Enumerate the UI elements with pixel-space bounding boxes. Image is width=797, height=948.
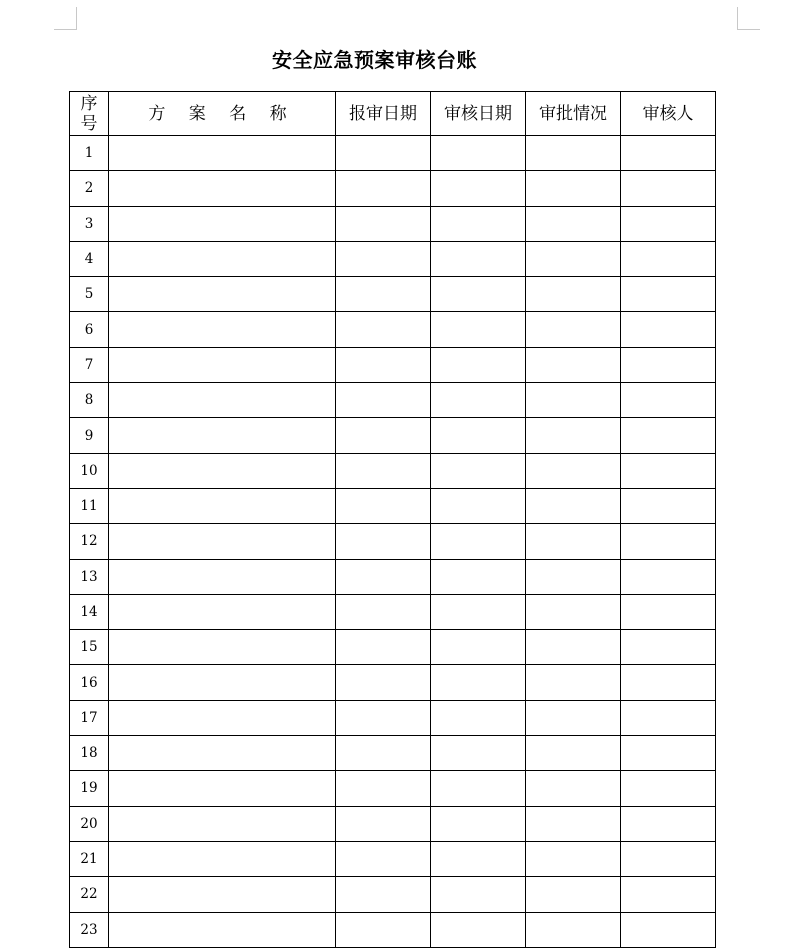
review-date-cell[interactable] (431, 206, 526, 241)
row-number-cell: 19 (70, 771, 109, 806)
review-date-cell[interactable] (431, 277, 526, 312)
row-number-cell: 8 (70, 383, 109, 418)
reviewer-cell[interactable] (621, 559, 716, 594)
header-submit-date: 报审日期 (336, 92, 431, 136)
approval-status-cell[interactable] (526, 559, 621, 594)
plan-name-cell[interactable] (109, 877, 336, 912)
plan-name-cell[interactable] (109, 771, 336, 806)
plan-name-cell[interactable] (109, 171, 336, 206)
table-row (70, 277, 716, 312)
review-date-cell[interactable] (431, 347, 526, 382)
reviewer-cell[interactable] (621, 736, 716, 771)
review-date-cell[interactable] (431, 136, 526, 171)
reviewer-cell[interactable] (621, 524, 716, 559)
review-date-cell[interactable] (431, 524, 526, 559)
table-row (70, 241, 716, 276)
plan-name-cell[interactable] (109, 277, 336, 312)
table-row (70, 700, 716, 735)
reviewer-cell[interactable] (621, 241, 716, 276)
table-row (70, 383, 716, 418)
submit-date-cell[interactable] (336, 806, 431, 841)
reviewer-cell[interactable] (621, 453, 716, 488)
plan-name-cell[interactable] (109, 665, 336, 700)
row-number-cell: 22 (70, 877, 109, 912)
row-number-cell: 6 (70, 312, 109, 347)
approval-status-cell[interactable] (526, 806, 621, 841)
review-date-cell[interactable] (431, 806, 526, 841)
reviewer-cell[interactable] (621, 488, 716, 523)
row-number-cell: 5 (70, 277, 109, 312)
submit-date-cell[interactable] (336, 771, 431, 806)
approval-status-cell[interactable] (526, 524, 621, 559)
plan-name-cell[interactable] (109, 524, 336, 559)
approval-status-cell[interactable] (526, 418, 621, 453)
submit-date-cell[interactable] (336, 877, 431, 912)
table-row (70, 418, 716, 453)
reviewer-cell[interactable] (621, 594, 716, 629)
approval-status-cell[interactable] (526, 877, 621, 912)
approval-status-cell[interactable] (526, 488, 621, 523)
row-number-cell: 21 (70, 841, 109, 876)
plan-name-cell[interactable] (109, 347, 336, 382)
row-number-cell: 9 (70, 418, 109, 453)
approval-status-cell[interactable] (526, 665, 621, 700)
row-number-cell: 2 (70, 171, 109, 206)
header-reviewer: 审核人 (621, 92, 716, 136)
submit-date-cell[interactable] (336, 488, 431, 523)
page-corner-mark-top-left (54, 7, 77, 30)
header-approval-status: 审批情况 (526, 92, 621, 136)
submit-date-cell[interactable] (336, 665, 431, 700)
submit-date-cell[interactable] (336, 841, 431, 876)
reviewer-cell[interactable] (621, 877, 716, 912)
row-number-cell: 18 (70, 736, 109, 771)
reviewer-cell[interactable] (621, 347, 716, 382)
approval-status-cell[interactable] (526, 277, 621, 312)
approval-status-cell[interactable] (526, 453, 621, 488)
page-corner-mark-top-right (737, 7, 760, 30)
reviewer-cell[interactable] (621, 312, 716, 347)
submit-date-cell[interactable] (336, 312, 431, 347)
header-seq-label: 序号 (80, 93, 98, 134)
submit-date-cell[interactable] (336, 347, 431, 382)
submit-date-cell[interactable] (336, 630, 431, 665)
table-row (70, 665, 716, 700)
review-date-cell[interactable] (431, 453, 526, 488)
review-date-cell[interactable] (431, 700, 526, 735)
approval-status-cell[interactable] (526, 312, 621, 347)
review-date-cell[interactable] (431, 171, 526, 206)
reviewer-cell[interactable] (621, 136, 716, 171)
review-date-cell[interactable] (431, 383, 526, 418)
approval-status-cell[interactable] (526, 771, 621, 806)
review-date-cell[interactable] (431, 630, 526, 665)
ledger-table (69, 91, 716, 948)
row-number-cell: 15 (70, 630, 109, 665)
reviewer-cell[interactable] (621, 418, 716, 453)
reviewer-cell[interactable] (621, 171, 716, 206)
row-number-cell: 10 (70, 453, 109, 488)
ledger-body (70, 136, 716, 948)
review-date-cell[interactable] (431, 736, 526, 771)
approval-status-cell[interactable] (526, 630, 621, 665)
table-row (70, 347, 716, 382)
table-row (70, 312, 716, 347)
row-number-cell: 7 (70, 347, 109, 382)
approval-status-cell[interactable] (526, 347, 621, 382)
plan-name-cell[interactable] (109, 312, 336, 347)
approval-status-cell[interactable] (526, 136, 621, 171)
review-date-cell[interactable] (431, 241, 526, 276)
plan-name-cell[interactable] (109, 241, 336, 276)
review-date-cell[interactable] (431, 312, 526, 347)
reviewer-cell[interactable] (621, 700, 716, 735)
reviewer-cell[interactable] (621, 806, 716, 841)
approval-status-cell[interactable] (526, 171, 621, 206)
reviewer-cell[interactable] (621, 912, 716, 947)
submit-date-cell[interactable] (336, 453, 431, 488)
table-row (70, 524, 716, 559)
approval-status-cell[interactable] (526, 241, 621, 276)
review-date-cell[interactable] (431, 877, 526, 912)
review-date-cell[interactable] (431, 488, 526, 523)
plan-name-cell[interactable] (109, 206, 336, 241)
plan-name-cell[interactable] (109, 806, 336, 841)
header-review-date: 审核日期 (431, 92, 526, 136)
table-row (70, 171, 716, 206)
submit-date-cell[interactable] (336, 524, 431, 559)
approval-status-cell[interactable] (526, 700, 621, 735)
review-date-cell[interactable] (431, 418, 526, 453)
table-row (70, 736, 716, 771)
plan-name-cell[interactable] (109, 418, 336, 453)
table-row (70, 559, 716, 594)
header-name (109, 92, 336, 136)
submit-date-cell[interactable] (336, 383, 431, 418)
reviewer-cell[interactable] (621, 206, 716, 241)
plan-name-cell[interactable] (109, 559, 336, 594)
review-date-cell[interactable] (431, 594, 526, 629)
row-number-cell: 13 (70, 559, 109, 594)
table-row (70, 806, 716, 841)
document-title: 安全应急预案审核台账 (272, 48, 477, 72)
table-row (70, 594, 716, 629)
row-number-cell: 20 (70, 806, 109, 841)
plan-name-cell[interactable] (109, 841, 336, 876)
table-row (70, 912, 716, 947)
review-date-cell[interactable] (431, 665, 526, 700)
submit-date-cell[interactable] (336, 277, 431, 312)
header-name-label: 方 案 名 称 (148, 103, 296, 124)
header-seq (70, 92, 109, 136)
row-number-cell: 14 (70, 594, 109, 629)
approval-status-cell[interactable] (526, 912, 621, 947)
submit-date-cell[interactable] (336, 241, 431, 276)
row-number-cell: 4 (70, 241, 109, 276)
reviewer-cell[interactable] (621, 630, 716, 665)
plan-name-cell[interactable] (109, 736, 336, 771)
row-number-cell: 23 (70, 912, 109, 947)
review-date-cell[interactable] (431, 912, 526, 947)
table-row (70, 206, 716, 241)
submit-date-cell[interactable] (336, 700, 431, 735)
table-row (70, 771, 716, 806)
table-header-row (70, 92, 716, 136)
table-row (70, 877, 716, 912)
plan-name-cell[interactable] (109, 630, 336, 665)
submit-date-cell[interactable] (336, 171, 431, 206)
submit-date-cell[interactable] (336, 912, 431, 947)
row-number-cell: 1 (70, 136, 109, 171)
reviewer-cell[interactable] (621, 771, 716, 806)
row-number-cell: 11 (70, 488, 109, 523)
submit-date-cell[interactable] (336, 736, 431, 771)
row-number-cell: 12 (70, 524, 109, 559)
submit-date-cell[interactable] (336, 206, 431, 241)
plan-name-cell[interactable] (109, 136, 336, 171)
approval-status-cell[interactable] (526, 841, 621, 876)
plan-name-cell[interactable] (109, 383, 336, 418)
review-date-cell[interactable] (431, 771, 526, 806)
table-row (70, 136, 716, 171)
plan-name-cell[interactable] (109, 912, 336, 947)
plan-name-cell[interactable] (109, 700, 336, 735)
reviewer-cell[interactable] (621, 383, 716, 418)
row-number-cell: 3 (70, 206, 109, 241)
review-date-cell[interactable] (431, 559, 526, 594)
table-row (70, 453, 716, 488)
row-number-cell: 17 (70, 700, 109, 735)
plan-name-cell[interactable] (109, 594, 336, 629)
table-row (70, 630, 716, 665)
reviewer-cell[interactable] (621, 841, 716, 876)
approval-status-cell[interactable] (526, 206, 621, 241)
reviewer-cell[interactable] (621, 665, 716, 700)
submit-date-cell[interactable] (336, 136, 431, 171)
row-number-cell: 16 (70, 665, 109, 700)
approval-status-cell[interactable] (526, 383, 621, 418)
approval-status-cell[interactable] (526, 736, 621, 771)
submit-date-cell[interactable] (336, 594, 431, 629)
review-date-cell[interactable] (431, 841, 526, 876)
plan-name-cell[interactable] (109, 488, 336, 523)
table-row (70, 841, 716, 876)
approval-status-cell[interactable] (526, 594, 621, 629)
submit-date-cell[interactable] (336, 418, 431, 453)
plan-name-cell[interactable] (109, 453, 336, 488)
submit-date-cell[interactable] (336, 559, 431, 594)
table-row (70, 488, 716, 523)
reviewer-cell[interactable] (621, 277, 716, 312)
